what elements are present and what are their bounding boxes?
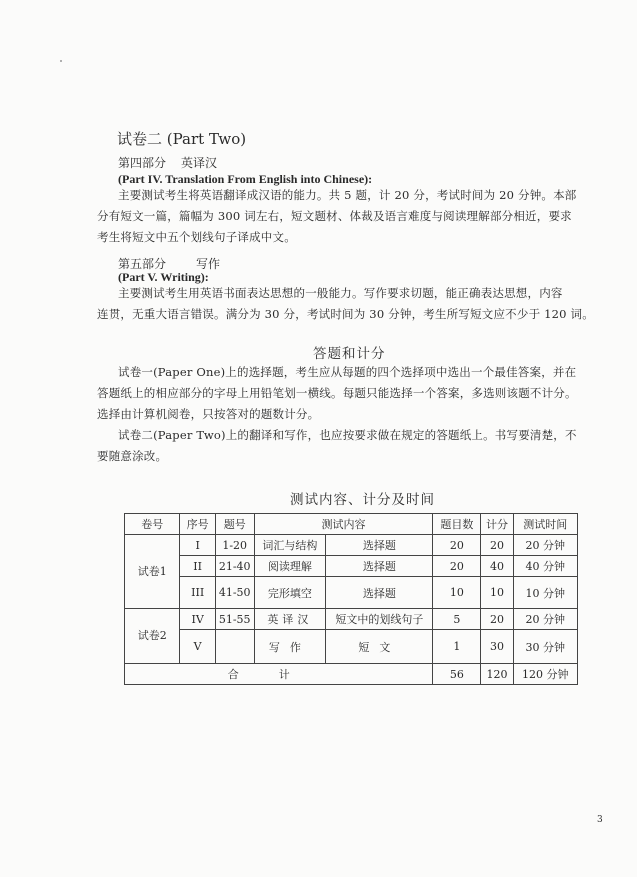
cell-time: 20 分钟 xyxy=(513,535,577,556)
scoring-line: 答题纸上的相应部分的字母上用铅笔划一横线。每题只能选择一个答案，多选则该题不计分。 xyxy=(97,386,577,400)
scoring-line: 选择由计算机阅卷，只按答对的题数计分。 xyxy=(97,407,320,421)
table-title: 测试内容、计分及时间 xyxy=(290,492,435,508)
part4-name: 英译汉 xyxy=(181,156,218,170)
header-seq: 序号 xyxy=(180,514,215,535)
part5-line: 主要测试考生用英语书面表达思想的一般能力。写作要求切题，能正确表达思想，内容 xyxy=(118,286,563,300)
part4-paragraph xyxy=(97,185,577,248)
table-row xyxy=(125,535,578,556)
total-time: 120 分钟 xyxy=(513,664,577,685)
cell-score: 30 xyxy=(481,630,513,664)
total-label: 合计 xyxy=(125,664,433,685)
part4-line: 分有短文一篇，篇幅为 300 词左右，短文题材、体裁及语言难度与阅读理解部分相近，要求 xyxy=(97,209,572,223)
cell-score: 20 xyxy=(481,535,513,556)
cell-nums: 21-40 xyxy=(215,556,254,577)
cell-content: 词汇与结构 xyxy=(254,535,326,556)
cell-seq: IV xyxy=(180,609,215,630)
part5-label: 第五部分 xyxy=(118,257,167,271)
table-row xyxy=(125,609,578,630)
cell-content: 完形填空 xyxy=(254,577,326,609)
cell-type: 短文中的划线句子 xyxy=(326,609,433,630)
cell-time: 20 分钟 xyxy=(513,609,577,630)
cell-score: 10 xyxy=(481,577,513,609)
cell-nums: 41-50 xyxy=(215,577,254,609)
cell-time: 10 分钟 xyxy=(513,577,577,609)
test-content-table xyxy=(124,513,578,685)
part5-paragraph xyxy=(97,283,594,325)
cell-nums: 1-20 xyxy=(215,535,254,556)
scoring-title: 答题和计分 xyxy=(313,346,386,362)
header-count: 题目数 xyxy=(433,514,481,535)
cell-time: 30 分钟 xyxy=(513,630,577,664)
table-row xyxy=(125,556,578,577)
page-number: 3 xyxy=(597,815,603,825)
cell-seq: V xyxy=(180,630,215,664)
paper1-label: 试卷1 xyxy=(125,535,180,609)
cell-nums: 51-55 xyxy=(215,609,254,630)
scoring-line: 试卷二(Paper Two)上的翻译和写作，也应按要求做在规定的答题纸上。书写要清楚，不 xyxy=(118,428,577,442)
part5-title-en: (Part V. Writing): xyxy=(118,270,209,284)
part5-name: 写作 xyxy=(196,257,221,271)
table-total-row xyxy=(125,664,578,685)
table-header-row xyxy=(125,514,578,535)
table-row xyxy=(125,577,578,609)
cell-time: 40 分钟 xyxy=(513,556,577,577)
cell-count: 1 xyxy=(433,630,481,664)
scan-speck xyxy=(60,60,62,62)
header-time: 测试时间 xyxy=(513,514,577,535)
cell-type: 选择题 xyxy=(326,556,433,577)
total-count: 56 xyxy=(433,664,481,685)
part4-title-en: (Part IV. Translation From English into Chinese): xyxy=(118,172,373,186)
cell-content: 英译汉 xyxy=(254,609,326,630)
cell-seq: III xyxy=(180,577,215,609)
scoring-paragraph xyxy=(97,362,577,467)
cell-count: 10 xyxy=(433,577,481,609)
cell-count: 5 xyxy=(433,609,481,630)
cell-seq: II xyxy=(180,556,215,577)
part4-line: 主要测试考生将英语翻译成汉语的能力。共 5 题，计 20 分，考试时间为 20 分钟。本部 xyxy=(118,188,577,202)
total-score: 120 xyxy=(481,664,513,685)
cell-score: 20 xyxy=(481,609,513,630)
header-score: 计分 xyxy=(481,514,513,535)
cell-count: 20 xyxy=(433,556,481,577)
cell-type: 选择题 xyxy=(326,535,433,556)
cell-type: 选择题 xyxy=(326,577,433,609)
cell-nums xyxy=(215,630,254,664)
part4-line: 考生将短文中五个划线句子译成中文。 xyxy=(97,230,296,244)
part4-label: 第四部分 xyxy=(118,156,167,170)
cell-content: 阅读理解 xyxy=(254,556,326,577)
table-row xyxy=(125,630,578,664)
header-nums: 题号 xyxy=(215,514,254,535)
part5-line: 连贯，无重大语言错误。满分为 30 分，考试时间为 30 分钟，考生所写短文应不少于 120 词。 xyxy=(97,307,594,321)
header-content: 测试内容 xyxy=(254,514,433,535)
cell-score: 40 xyxy=(481,556,513,577)
part-two-heading: 试卷二 (Part Two) xyxy=(117,130,247,148)
cell-count: 20 xyxy=(433,535,481,556)
paper2-label: 试卷2 xyxy=(125,609,180,664)
cell-seq: I xyxy=(180,535,215,556)
cell-content: 写作 xyxy=(254,630,326,664)
scoring-line: 试卷一(Paper One)上的选择题，考生应从每题的四个选择项中选出一个最佳答案，并在 xyxy=(118,365,577,379)
cell-type: 短文 xyxy=(326,630,433,664)
header-paper: 卷号 xyxy=(125,514,180,535)
scoring-line: 要随意涂改。 xyxy=(97,449,168,463)
